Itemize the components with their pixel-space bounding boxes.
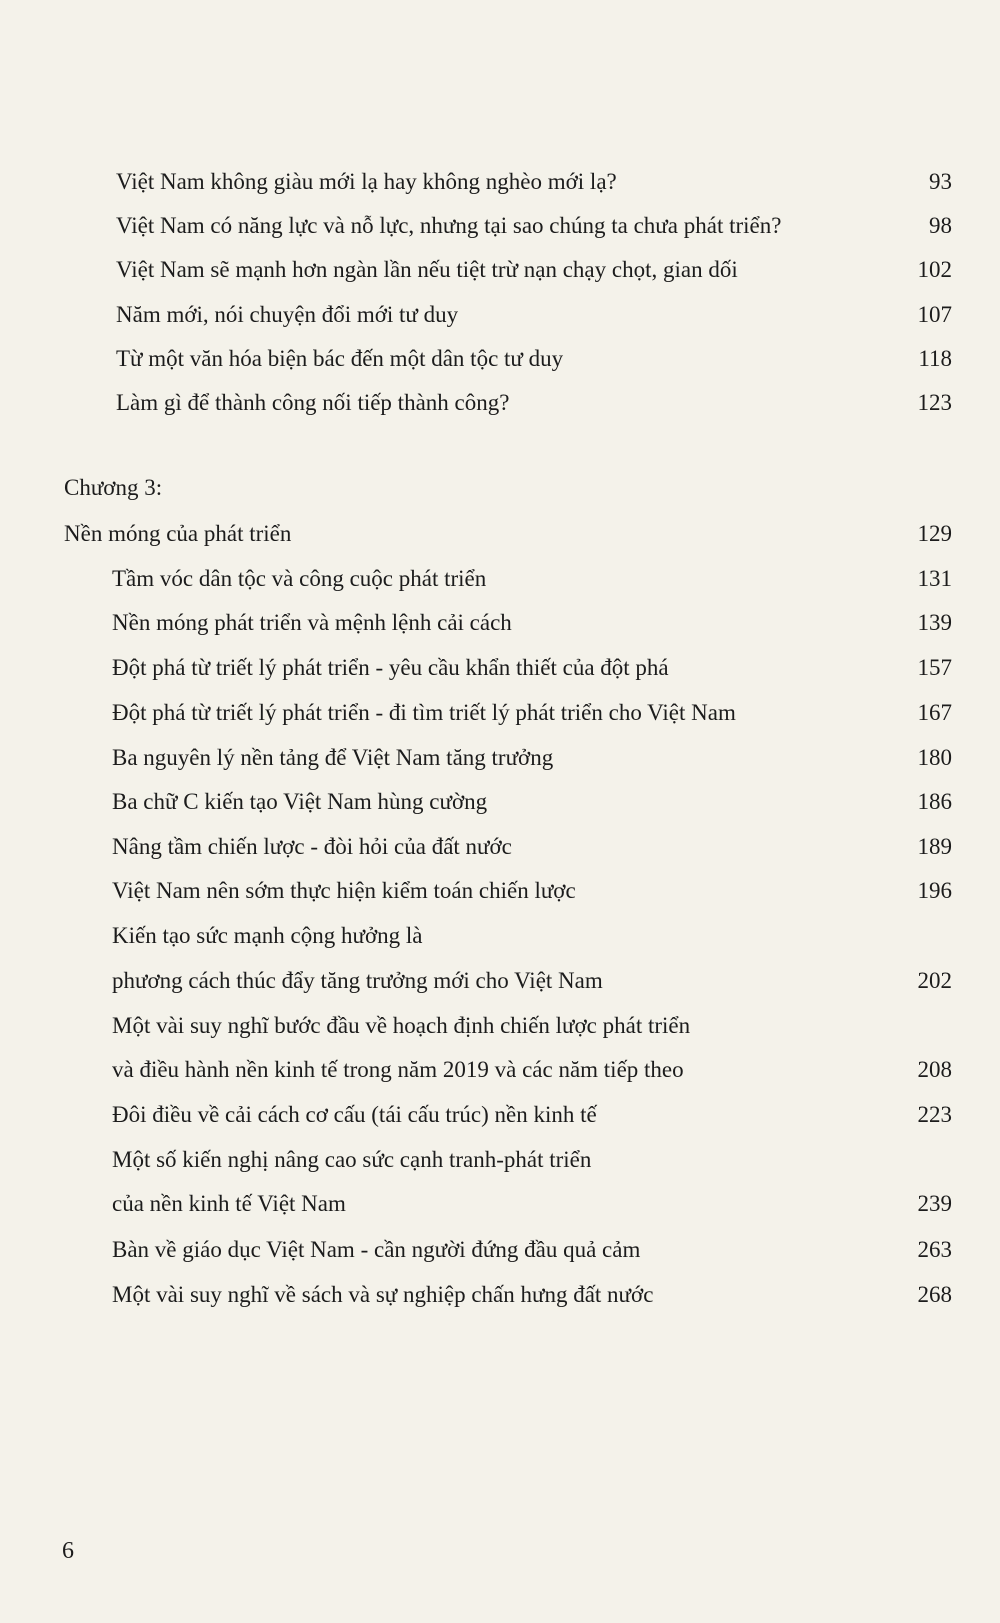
toc-entry — [0, 829, 1000, 865]
toc-entry — [0, 918, 1000, 954]
toc-entry — [0, 963, 1000, 999]
toc-entry — [0, 561, 1000, 597]
toc-entry — [0, 605, 1000, 641]
toc-entry — [0, 252, 1000, 288]
toc-entry-title: Từ một văn hóa biện bác đến một dân tộc tư duy — [116, 346, 564, 371]
toc-entry — [0, 1097, 1000, 1133]
toc-entry-title: Làm gì để thành công nối tiếp thành công? — [116, 390, 510, 415]
toc-entry-page: 93 — [929, 169, 952, 194]
toc-entry — [0, 1186, 1000, 1222]
chapter-title: Nền móng của phát triển — [64, 521, 292, 546]
toc-entry-title: Việt Nam không giàu mới lạ hay không nghèo mới lạ? — [116, 169, 617, 194]
toc-entry-title: Đột phá từ triết lý phát triển - đi tìm triết lý phát triển cho Việt Nam — [112, 700, 736, 725]
toc-entry-page: 263 — [917, 1237, 952, 1262]
toc-entry-title: Một vài suy nghĩ bước đầu về hoạch định chiến lược phát triển — [112, 1013, 691, 1038]
toc-entry-page: 239 — [917, 1191, 952, 1216]
toc-entry-title: Việt Nam có năng lực và nỗ lực, nhưng tại sao chúng ta chưa phát triển? — [116, 213, 782, 238]
toc-entry-title: Đôi điều về cải cách cơ cấu (tái cấu trúc) nền kinh tế — [112, 1102, 597, 1127]
toc-entry-page: 223 — [917, 1102, 952, 1127]
toc-entry-title: Kiến tạo sức mạnh cộng hưởng là — [112, 923, 423, 948]
toc-entry-title: Đột phá từ triết lý phát triển - yêu cầu khẩn thiết của đột phá — [112, 655, 669, 680]
toc-entry — [0, 1232, 1000, 1268]
toc-entry-title: Ba chữ C kiến tạo Việt Nam hùng cường — [112, 789, 488, 814]
toc-entry — [0, 297, 1000, 333]
toc-entry-title: Nền móng phát triển và mệnh lệnh cải cách — [112, 610, 512, 635]
toc-entry-page: 167 — [917, 700, 952, 725]
toc-entry — [0, 208, 1000, 244]
toc-entry-page: 123 — [917, 390, 952, 415]
chapter-label: Chương 3: — [64, 475, 163, 500]
toc-entry — [0, 695, 1000, 731]
toc-entry — [0, 164, 1000, 200]
toc-entry-page: 268 — [917, 1282, 952, 1307]
toc-entry-page: 202 — [917, 968, 952, 993]
toc-entry — [0, 385, 1000, 421]
toc-entry-page: 98 — [929, 213, 952, 238]
toc-entry-page: 107 — [917, 302, 952, 327]
toc-entry — [0, 740, 1000, 776]
toc-entry-title: Một vài suy nghĩ về sách và sự nghiệp chấn hưng đất nước — [112, 1282, 654, 1307]
toc-entry-page: 196 — [917, 878, 952, 903]
toc-entry-title: Một số kiến nghị nâng cao sức cạnh tranh-phát triển — [112, 1147, 592, 1172]
toc-entry-title: Ba nguyên lý nền tảng để Việt Nam tăng trưởng — [112, 745, 554, 770]
chapter-page: 129 — [917, 521, 952, 546]
toc-entry-page: 139 — [917, 610, 952, 635]
toc-entry-page: 157 — [917, 655, 952, 680]
toc-entry — [0, 784, 1000, 820]
toc-entry-page: 118 — [918, 346, 952, 371]
toc-entry-page: 131 — [917, 566, 952, 591]
toc-entry — [0, 1008, 1000, 1044]
toc-entry — [0, 341, 1000, 377]
toc-entry-page: 186 — [917, 789, 952, 814]
toc-entry-title: và điều hành nền kinh tế trong năm 2019 và các năm tiếp theo — [112, 1057, 684, 1082]
toc-entry — [0, 873, 1000, 909]
toc-entry-title: của nền kinh tế Việt Nam — [112, 1191, 346, 1216]
toc-entry-page: 189 — [917, 834, 952, 859]
page-number: 6 — [62, 1538, 74, 1564]
chapter-title-row — [0, 516, 1000, 552]
toc-entry-title: Năm mới, nói chuyện đổi mới tư duy — [116, 302, 459, 327]
toc-entry — [0, 1277, 1000, 1313]
toc-entry-page: 102 — [917, 257, 952, 282]
toc-entry — [0, 650, 1000, 686]
toc-entry-page: 180 — [917, 745, 952, 770]
toc-entry-title: Bàn về giáo dục Việt Nam - cần người đứng đầu quả cảm — [112, 1237, 641, 1262]
toc-entry-title: Nâng tầm chiến lược - đòi hỏi của đất nước — [112, 834, 512, 859]
toc-entry-title: Việt Nam sẽ mạnh hơn ngàn lần nếu tiệt trừ nạn chạy chọt, gian dối — [116, 257, 738, 282]
toc-entry — [0, 1052, 1000, 1088]
toc-entry-title: Tầm vóc dân tộc và công cuộc phát triển — [112, 566, 487, 591]
toc-entry-page: 208 — [917, 1057, 952, 1082]
toc-entry — [0, 1142, 1000, 1178]
toc-entry-title: Việt Nam nên sớm thực hiện kiểm toán chiến lược — [112, 878, 576, 903]
toc-entry-title: phương cách thúc đẩy tăng trưởng mới cho Việt Nam — [112, 968, 603, 993]
